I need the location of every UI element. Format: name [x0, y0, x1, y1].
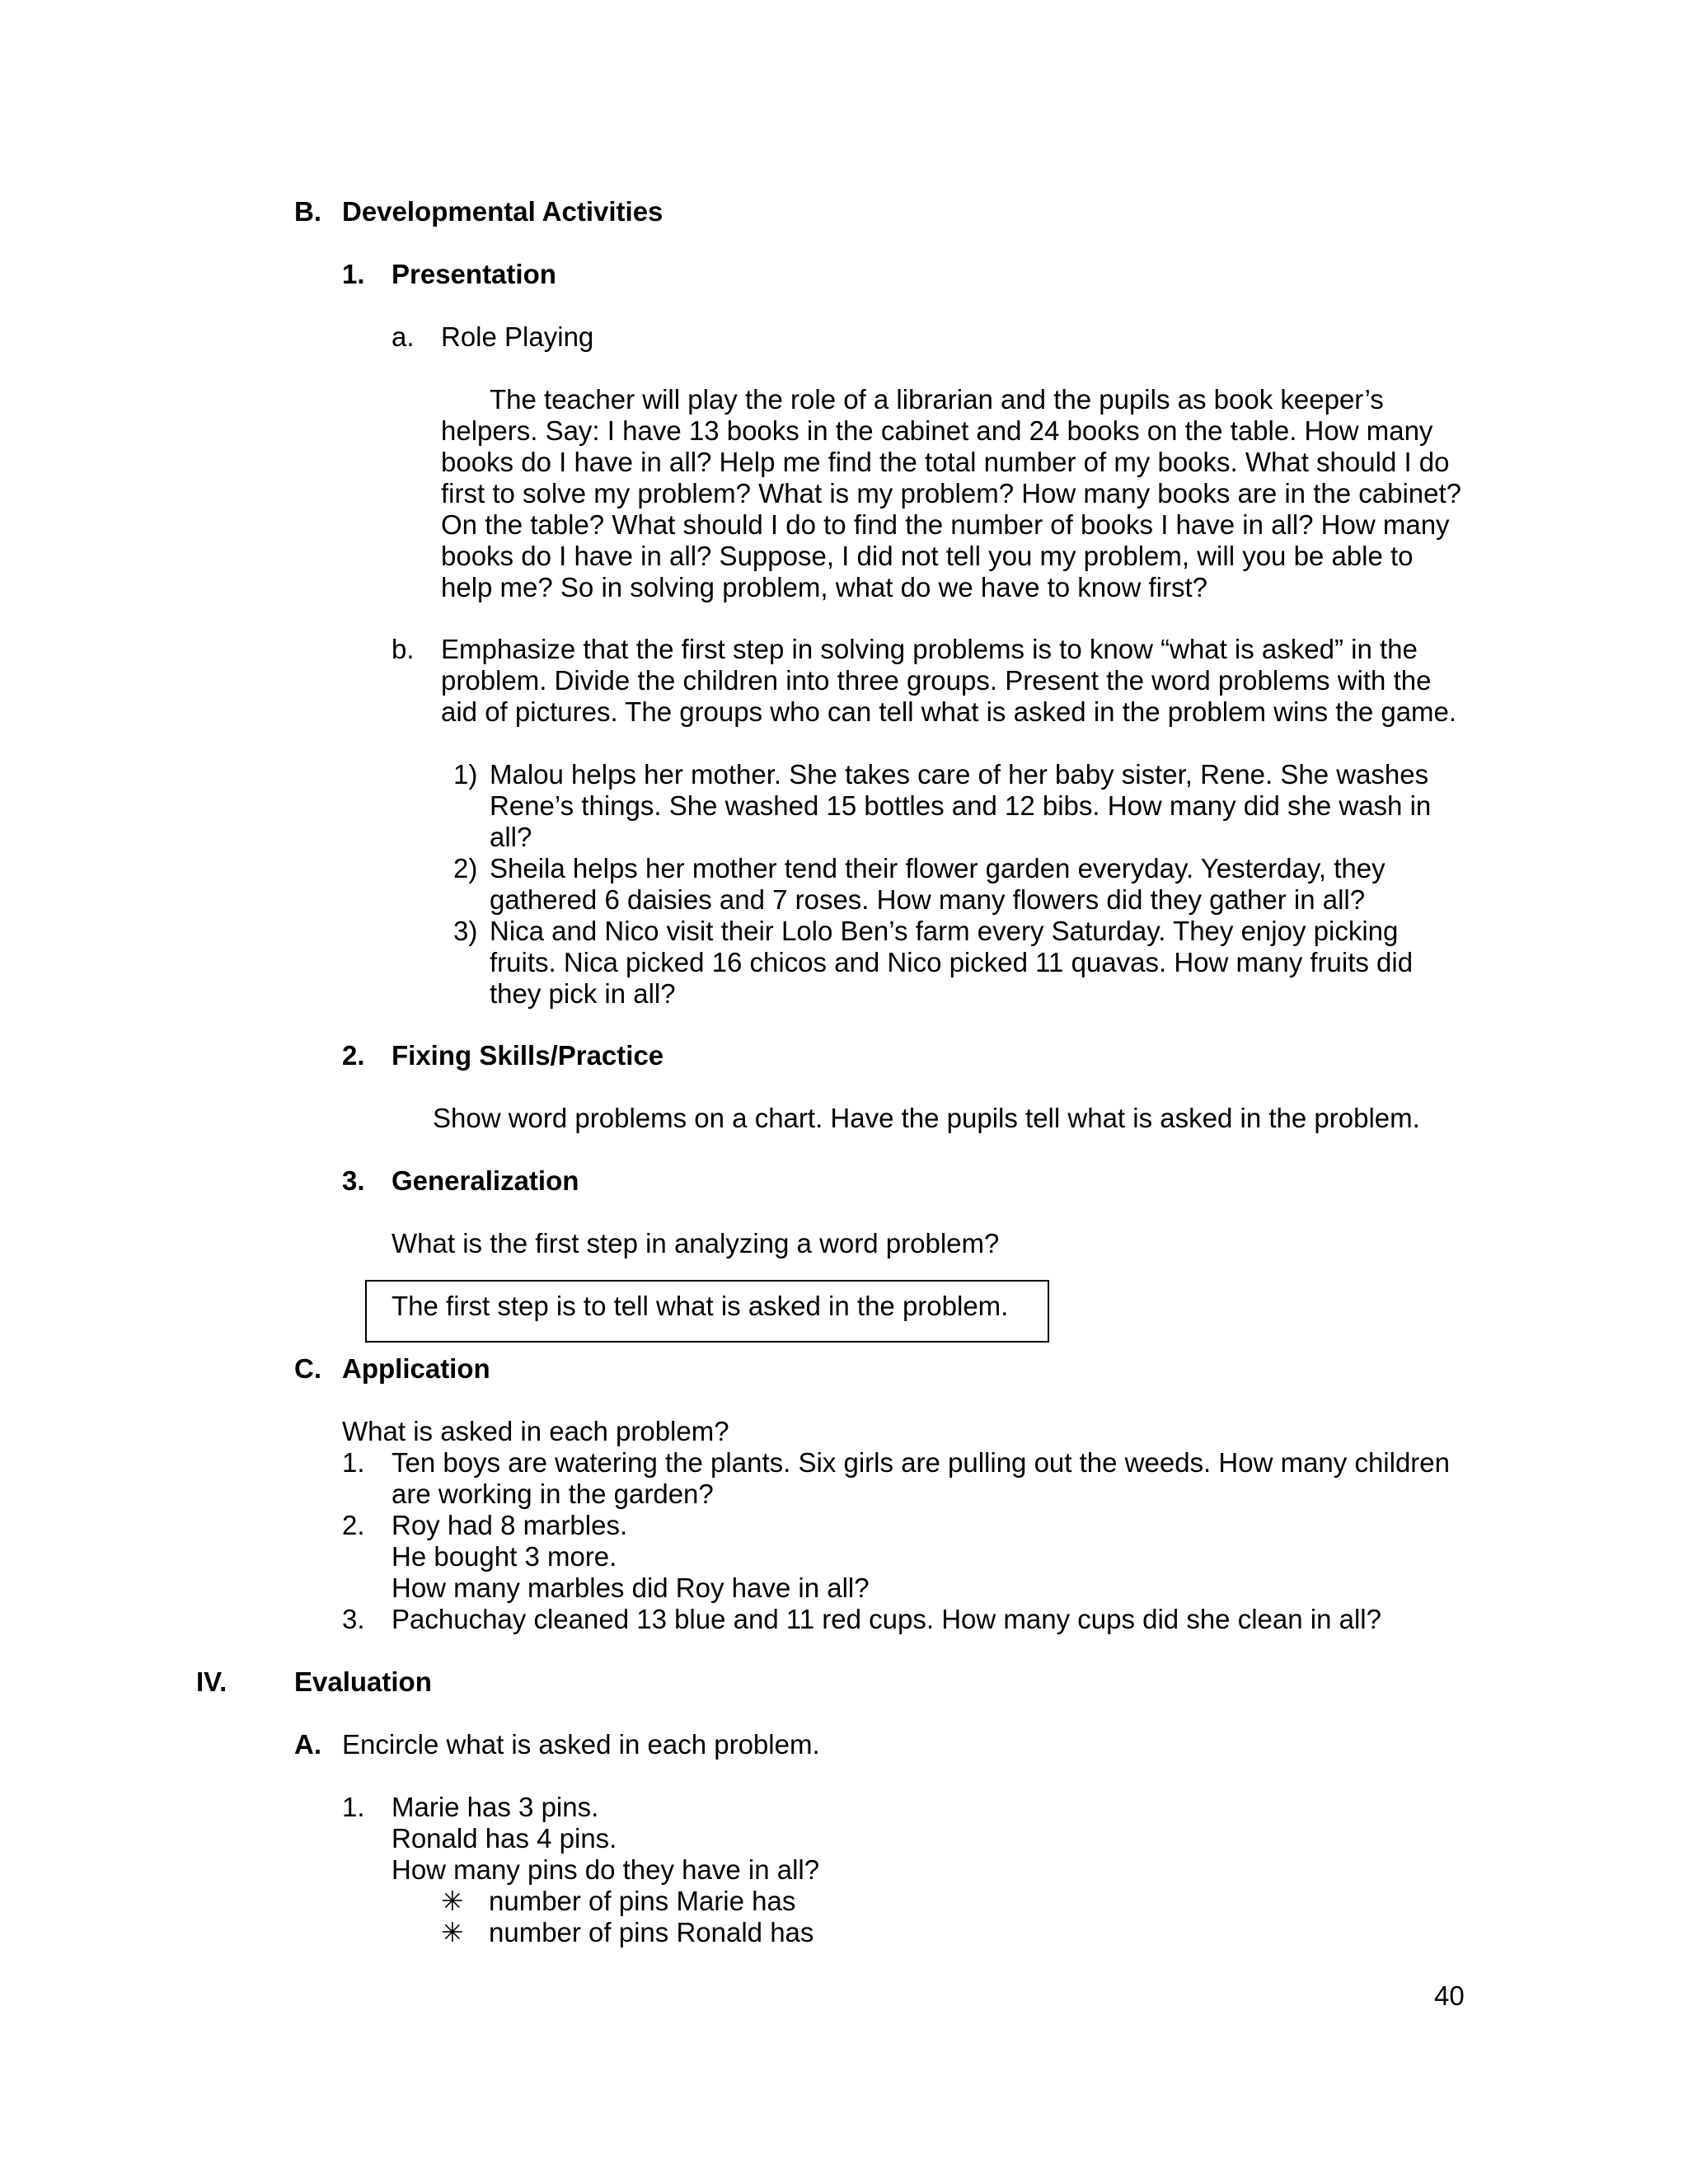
page-number: 40	[1434, 1980, 1465, 2011]
application-item-line: How many marbles did Roy have in all?	[392, 1572, 870, 1603]
paragraph-line: helpers. Say: I have 13 books in the cabinet and 24 books on the table. How many	[441, 415, 1433, 446]
problem-number: 3)	[453, 916, 478, 946]
problem-line: they pick in all?	[490, 978, 676, 1009]
evaluation-instruction: Encircle what is asked in each problem.	[342, 1729, 820, 1760]
problem-line: Nica and Nico visit their Lolo Ben’s farm every Saturday. They enjoy picking	[490, 916, 1399, 946]
evaluation-option-label: number of pins Marie has	[489, 1886, 796, 1916]
role-playing-title: Role Playing	[441, 321, 594, 352]
problem-text	[490, 759, 1431, 853]
presentation-title: Presentation	[392, 259, 556, 289]
generalization-title: Generalization	[392, 1165, 579, 1196]
application-item-text	[392, 1447, 1450, 1510]
evaluation-option	[441, 1917, 814, 1948]
role-playing-letter: a.	[392, 321, 415, 352]
paragraph-line: first to solve my problem? What is my problem? How many books are in the cabinet?	[441, 478, 1462, 509]
section-iv-title: Evaluation	[294, 1666, 432, 1697]
application-prompt: What is asked in each problem?	[342, 1416, 729, 1446]
generalization-question: What is the first step in analyzing a word problem?	[392, 1228, 1000, 1258]
section-iv-numeral: IV.	[196, 1666, 227, 1697]
paragraph-line: aid of pictures. The groups who can tell what is asked in the problem wins the game.	[441, 696, 1457, 727]
problem-line: gathered 6 daisies and 7 roses. How many flowers did they gather in all?	[490, 884, 1366, 915]
evaluation-item-line: Marie has 3 pins.	[392, 1792, 599, 1822]
evaluation-item-line: How many pins do they have in all?	[392, 1854, 820, 1885]
problem-line: all?	[490, 822, 532, 852]
evaluation-options	[441, 1886, 814, 1948]
evaluation-item-line: Ronald has 4 pins.	[392, 1823, 617, 1854]
application-item-number: 3.	[342, 1604, 365, 1634]
application-item-number: 2.	[342, 1510, 365, 1540]
presentation-number: 1.	[342, 259, 365, 289]
paragraph-line: On the table? What should I do to find the number of books I have in all? How many	[441, 509, 1450, 540]
evaluation-option	[441, 1886, 814, 1917]
application-item-line: Pachuchay cleaned 13 blue and 11 red cups. How many cups did she clean in all?	[392, 1604, 1381, 1634]
paragraph-line: The teacher will play the role of a librarian and the pupils as book keeper’s	[490, 384, 1384, 415]
problem-text	[490, 916, 1413, 1010]
paragraph-line: help me? So in solving problem, what do we have to know first?	[441, 572, 1207, 602]
section-b-letter: B.	[294, 196, 321, 227]
paragraph-line: books do I have in all? Help me find the total number of my books. What should I do	[441, 447, 1450, 477]
asterisk-bullet-icon: ✳	[441, 1886, 464, 1916]
paragraph-line: problem. Divide the children into three groups. Present the word problems with the	[441, 665, 1432, 696]
emphasize-letter: b.	[392, 634, 415, 664]
evaluation-item-number: 1.	[342, 1792, 365, 1822]
problem-line: fruits. Nica picked 16 chicos and Nico picked 11 quavas. How many fruits did	[490, 947, 1414, 977]
problem-line: Malou helps her mother. She takes care of her baby sister, Rene. She washes	[490, 759, 1429, 790]
application-item-number: 1.	[342, 1447, 365, 1478]
problem-number: 2)	[453, 853, 478, 883]
paragraph-line: books do I have in all? Suppose, I did not tell you my problem, will you be able to	[441, 541, 1414, 571]
application-item-line: are working in the garden?	[392, 1479, 714, 1509]
fixing-skills-title: Fixing Skills/Practice	[392, 1040, 664, 1071]
evaluation-option-label: number of pins Ronald has	[489, 1917, 814, 1947]
problem-number: 1)	[453, 759, 478, 790]
application-item-line: Roy had 8 marbles.	[392, 1510, 628, 1540]
problem-line: Sheila helps her mother tend their flower garden everyday. Yesterday, they	[490, 853, 1386, 883]
asterisk-bullet-icon: ✳	[441, 1917, 464, 1947]
fixing-skills-text: Show word problems on a chart. Have the pupils tell what is asked in the problem.	[433, 1103, 1420, 1133]
generalization-number: 3.	[342, 1165, 365, 1196]
application-item-text	[392, 1510, 870, 1604]
section-c-title: Application	[342, 1353, 490, 1384]
generalization-answer: The first step is to tell what is asked in the problem.	[392, 1291, 1009, 1321]
problem-text	[490, 853, 1386, 916]
section-c-letter: C.	[294, 1353, 321, 1384]
application-item-line: Ten boys are watering the plants. Six girls are pulling out the weeds. How many children	[392, 1447, 1451, 1478]
section-b-title: Developmental Activities	[342, 196, 663, 227]
problem-line: Rene’s things. She washed 15 bottles and 12 bibs. How many did she wash in	[490, 790, 1432, 821]
application-item-text	[392, 1604, 1381, 1635]
paragraph-line: Emphasize that the first step in solving problems is to know “what is asked” in the	[441, 634, 1418, 664]
emphasize-paragraph	[441, 634, 1467, 728]
evaluation-item-text	[392, 1792, 819, 1886]
role-playing-paragraph	[441, 384, 1467, 603]
application-item-line: He bought 3 more.	[392, 1541, 617, 1572]
evaluation-part-a-letter: A.	[294, 1729, 321, 1760]
fixing-skills-number: 2.	[342, 1040, 365, 1071]
